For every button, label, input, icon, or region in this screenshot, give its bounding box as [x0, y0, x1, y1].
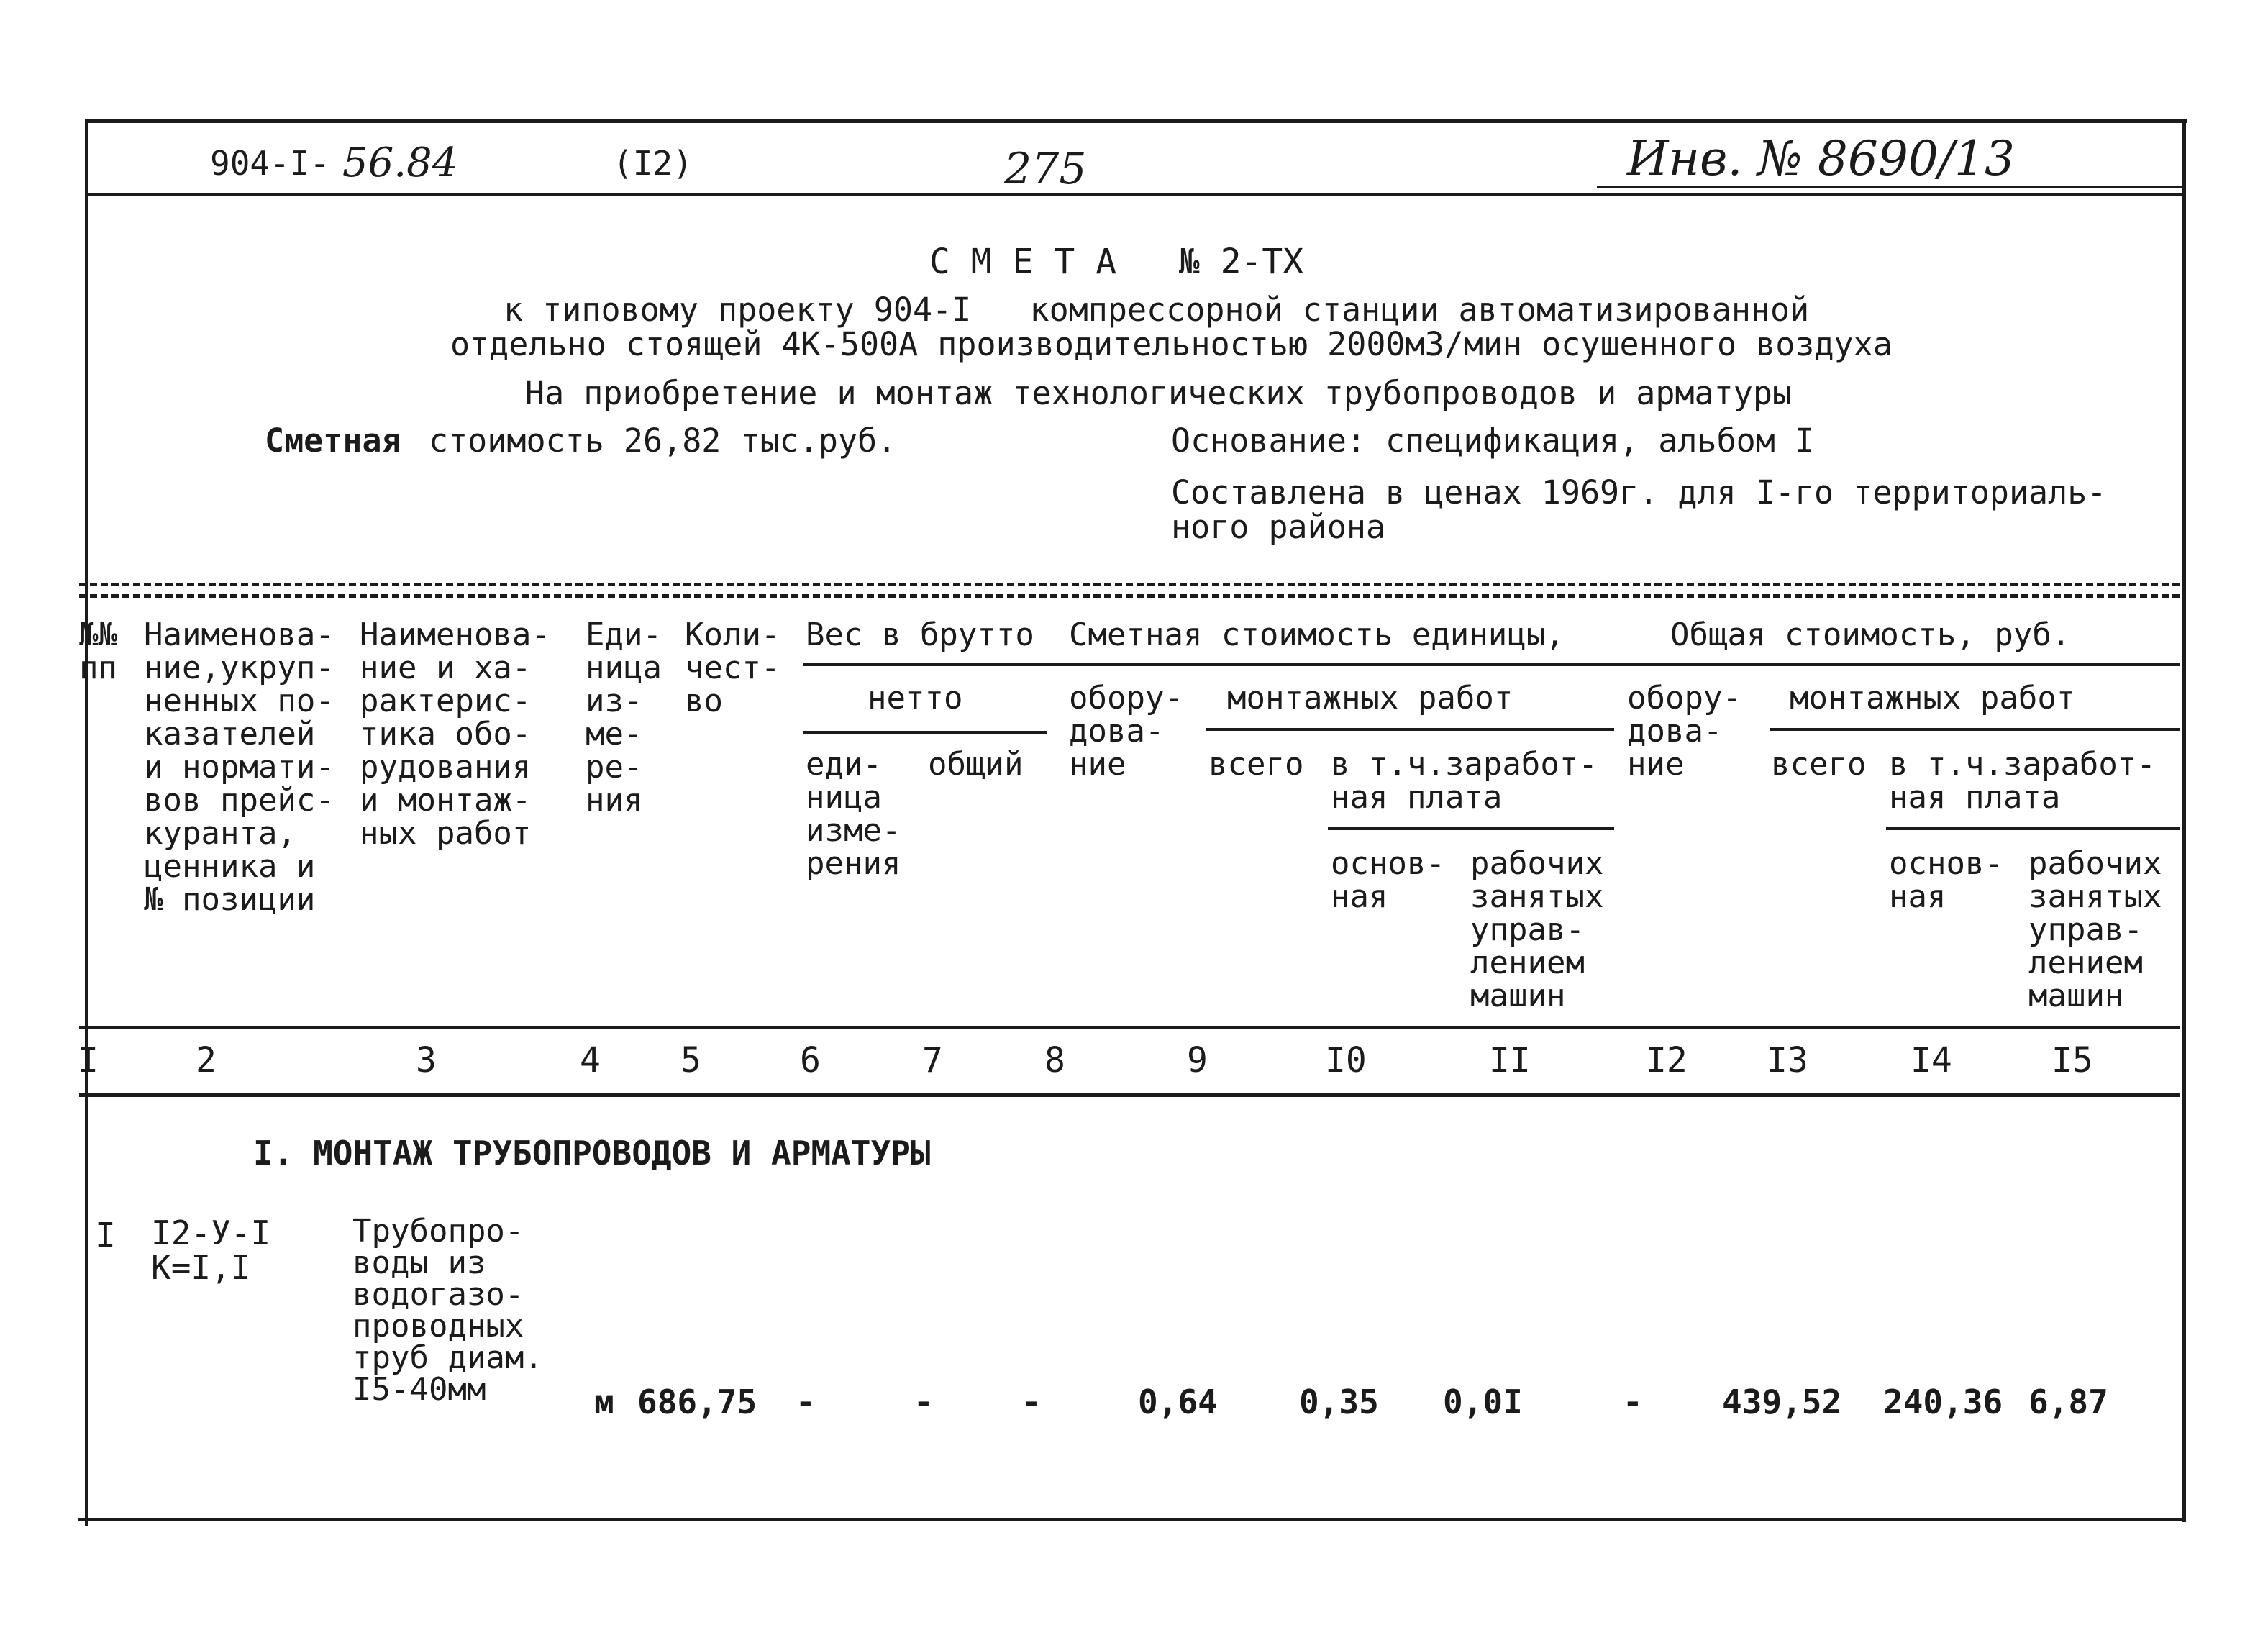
- document-title: С М Е Т А № 2-ТХ: [929, 242, 1304, 282]
- header-unit-cost-group: Сметная стоимость единицы,: [1069, 616, 1565, 653]
- inventory-number: Инв. № 8690/13: [1627, 131, 2016, 186]
- row-col-12: -: [1623, 1383, 1643, 1421]
- row-col-11: 0,0I: [1443, 1383, 1523, 1421]
- column-number-15: I5: [2051, 1040, 2093, 1080]
- row-unit: м: [594, 1383, 614, 1421]
- column-number-7: 7: [922, 1040, 943, 1080]
- column-number-8: 8: [1044, 1040, 1065, 1080]
- rule-under-group-titles: [803, 663, 2180, 666]
- header-total-equipment: обору- дова- ние: [1627, 680, 1741, 783]
- frame-right-line: [2182, 119, 2186, 1522]
- header-total-basic: основ- ная: [1889, 845, 2003, 915]
- subtitle-line-2: отдельно стоящей 4К-500А производительностью 2000м3/мин осушенного воздуха: [450, 325, 1893, 363]
- page-number: 275: [1004, 144, 1087, 194]
- header-col-1: №№ пп: [79, 616, 117, 686]
- column-number-5: 5: [680, 1040, 701, 1080]
- frame-bottom-line: [78, 1518, 2185, 1521]
- rule-under-unit-install: [1206, 728, 1614, 731]
- subtitle-line-3: На приобретение и монтаж технологических трубопроводов и арматуры: [525, 374, 1792, 412]
- rule-under-unit-salary: [1328, 827, 1614, 830]
- column-number-14: I4: [1911, 1040, 1952, 1080]
- rule-under-netto: [803, 731, 1047, 734]
- header-total-all: всего: [1771, 746, 1867, 783]
- prices-line-1: Составлена в ценах 1969г. для I-го территориаль-: [1171, 473, 2107, 511]
- project-code-handwritten: 56.84: [342, 140, 458, 186]
- rule-under-total-salary: [1886, 827, 2180, 830]
- column-number-9: 9: [1187, 1040, 1208, 1080]
- project-code-printed: 904-I-: [210, 144, 330, 183]
- row-code: I2-У-I К=I,I: [151, 1214, 271, 1287]
- row-col-14: 240,36: [1883, 1383, 2003, 1421]
- header-unit-equipment: обору- дова- ние: [1069, 680, 1183, 783]
- row-col-10: 0,35: [1299, 1383, 1379, 1421]
- column-number-11: II: [1489, 1040, 1531, 1080]
- frame-top-line: [85, 119, 2187, 123]
- header-unit-workers: рабочих занятых управ- лением машин: [1470, 845, 1604, 1014]
- row-col-15: 6,87: [2028, 1383, 2108, 1421]
- column-number-2: 2: [196, 1040, 217, 1080]
- header-col-5: Коли- чест- во: [685, 616, 780, 719]
- column-number-10: I0: [1325, 1040, 1367, 1080]
- sheet-code: (I2): [613, 144, 693, 183]
- header-total-workers: рабочих занятых управ- лением машин: [2028, 845, 2162, 1014]
- row-name: Трубопро- воды из водогазо- проводных труб диам. I5-40мм: [352, 1213, 543, 1408]
- table-top-dashed-rule-2: [79, 594, 2180, 598]
- frame-left-line: [85, 119, 88, 1526]
- header-weight-unit: еди- ница изме- рения: [806, 746, 901, 882]
- header-total-cost-group: Общая стоимость, руб.: [1670, 616, 2071, 653]
- header-col-2: Наименова- ние,укруп- ненных по- казателей и нормати- вов прейс- куранта, ценника и № позиции: [144, 616, 334, 918]
- cost-value: стоимость 26,82 тыс.руб.: [429, 422, 897, 460]
- prices-line-2: ного района: [1171, 508, 1386, 546]
- row-quantity: 686,75: [637, 1383, 757, 1421]
- column-number-12: I2: [1646, 1040, 1688, 1080]
- rule-under-total-install: [1770, 728, 2180, 731]
- column-number-6: 6: [800, 1040, 821, 1080]
- row-col-6: -: [796, 1383, 816, 1421]
- header-col-4: Еди- ница из- ме- ре- ния: [586, 616, 662, 819]
- table-top-dashed-rule: [79, 583, 2180, 586]
- subtitle-line-1: к типовому проекту 904-I компрессорной станции автоматизированной: [504, 291, 1810, 329]
- column-number-3: 3: [416, 1040, 437, 1080]
- rule-above-column-numbers: [79, 1026, 2180, 1029]
- column-number-13: I3: [1767, 1040, 1808, 1080]
- header-total-install: монтажных работ: [1790, 680, 2076, 716]
- header-netto: нетто: [867, 680, 963, 716]
- header-separator-line: [88, 193, 2183, 196]
- header-weight-total: общий: [928, 746, 1024, 783]
- header-unit-all: всего: [1208, 746, 1304, 783]
- cost-label: Сметная: [265, 422, 401, 460]
- column-number-1: I: [78, 1040, 99, 1080]
- column-number-4: 4: [580, 1040, 601, 1080]
- row-col-8: -: [1021, 1383, 1042, 1421]
- basis-text: Основание: спецификация, альбом I: [1171, 422, 1815, 460]
- header-unit-basic: основ- ная: [1331, 845, 1445, 915]
- header-total-salary: в т.ч.заработ- ная плата: [1889, 746, 2156, 816]
- header-unit-salary: в т.ч.заработ- ная плата: [1331, 746, 1598, 816]
- header-unit-install: монтажных работ: [1227, 680, 1513, 716]
- rule-below-column-numbers: [79, 1093, 2180, 1097]
- header-weight-group: Вес в брутто: [806, 616, 1034, 653]
- section-title: I. МОНТАЖ ТРУБОПРОВОДОВ И АРМАТУРЫ: [253, 1134, 931, 1173]
- row-col-13: 439,52: [1722, 1383, 1842, 1421]
- row-col-7: -: [914, 1383, 934, 1421]
- row-col-9: 0,64: [1138, 1383, 1218, 1421]
- header-col-3: Наименова- ние и ха- рактерис- тика обо- рудования и монтаж- ных работ: [360, 616, 550, 852]
- row-number: I: [95, 1216, 116, 1256]
